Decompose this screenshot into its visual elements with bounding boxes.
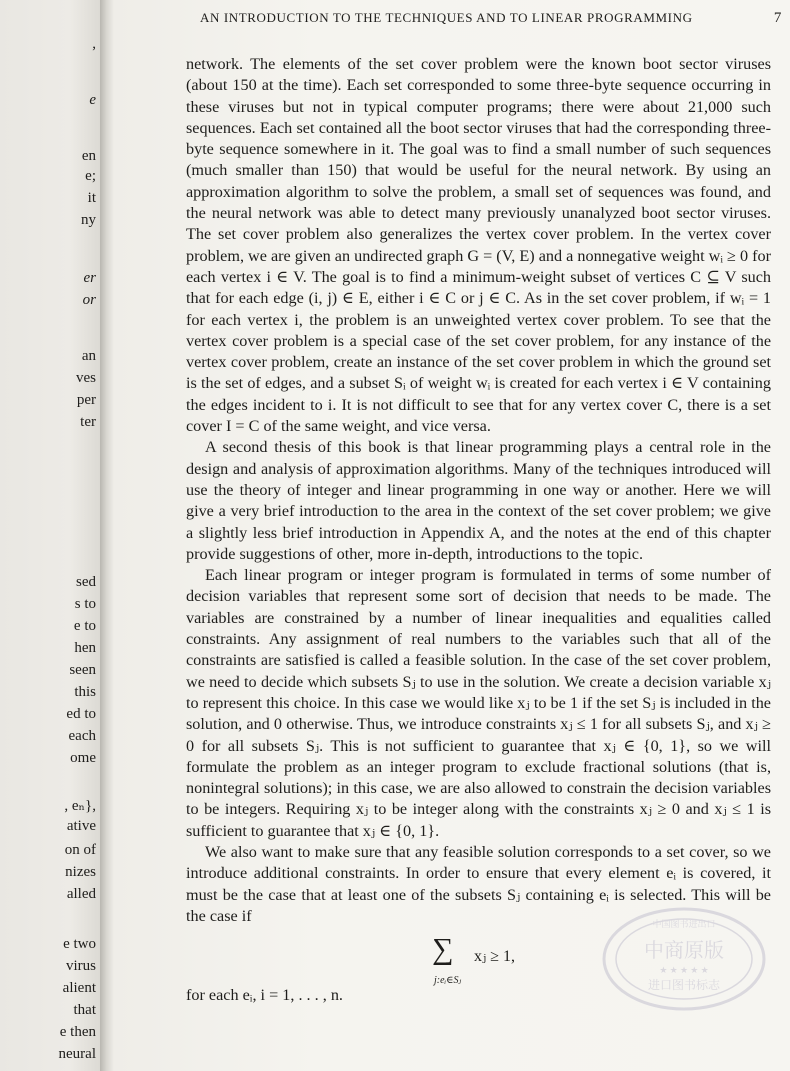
summation-subscript: j:eᵢ∈Sⱼ bbox=[434, 975, 462, 987]
left-page-fragment: er bbox=[83, 270, 96, 286]
body-text bbox=[186, 54, 771, 1006]
left-page-fragment: ter bbox=[80, 414, 96, 430]
left-page-fragment: s to bbox=[74, 596, 96, 612]
book-gutter bbox=[100, 0, 114, 1071]
paragraph-1: network. The elements of the set cover problem were the known boot sector viruses (about 150 at the time). Each set corresponded to some three-byte sequence occurring in these viruses but not in typical computer programs; there were about 21,000 such sequences. Each set contained all the boot sector viruses that had the corresponding three-byte sequence somewhere in it. The goal was to find a small number of such sequences (much smaller than 150) that would be useful for the neural network. By using an approximation algorithm to solve the problem, a small set of sequences was found, and the neural network was able to detect many previously unanalyzed boot sector viruses. The set cover problem also generalizes the vertex cover problem. In the vertex cover problem, we are given an undirected graph G = (V, E) and a nonnegative weight wᵢ ≥ 0 for each vertex i ∈ V. The goal is to find a minimum-weight subset of vertices C ⊆ V such that for each edge (i, j) ∈ E, either i ∈ C or j ∈ C. As in the set cover problem, if wᵢ = 1 for each vertex i, the problem is an unweighted vertex cover problem. To see that the vertex cover problem is a special case of the set cover problem, for any instance of the vertex cover problem, create an instance of the set cover problem in which the ground set is the set of edges, and a subset Sᵢ of weight wᵢ is created for each vertex i ∈ V containing the edges incident to i. It is not difficult to see that for any vertex cover C, there is a set cover I = C of the same weight, and vice versa. bbox=[186, 55, 771, 436]
running-head-title: AN INTRODUCTION TO THE TECHNIQUES AND TO LINEAR PROGRAMMING bbox=[200, 10, 693, 25]
left-page-fragment: sed bbox=[76, 574, 96, 590]
left-page-fragment: seen bbox=[69, 662, 96, 678]
left-page-fragment: ative bbox=[66, 818, 96, 834]
left-page-fragment: e to bbox=[73, 618, 96, 634]
left-page-fragment: en bbox=[81, 148, 96, 164]
stamp-top-text: 中国图书进出口 bbox=[652, 919, 716, 929]
left-page-fragment: e; bbox=[85, 168, 96, 184]
left-page-fragment: each bbox=[68, 728, 96, 744]
paragraph-4: We also want to make sure that any feasible solution corresponds to a set cover, so we introduce additional constraints. In order to ensure that every element eᵢ is covered, it must be the case that at least one of the subsets Sⱼ containing eᵢ is selected. This will be the case if bbox=[186, 842, 771, 925]
left-page-fragment: per bbox=[76, 392, 96, 408]
import-stamp-watermark bbox=[600, 905, 768, 1013]
left-page-fragment: ed to bbox=[66, 706, 96, 722]
stamp-icon bbox=[600, 905, 768, 1013]
summation-symbol: ∑ bbox=[432, 932, 454, 966]
left-page-fragment: an bbox=[81, 348, 96, 364]
left-page-fragment: ny bbox=[81, 212, 96, 228]
paragraph-2: A second thesis of this book is that linear programming plays a central role in the design and analysis of approximation algorithms. Many of the techniques introduced will use the theory of integer and linear programming in one way or another. Here we will give a very brief introduction to the area in the context of the set cover problem; we give a slightly less brief introduction in Appendix A, and the notes at the end of this chapter provide suggestions of other, more in-depth, introductions to the topic. bbox=[186, 438, 771, 563]
left-page-fragment: e two bbox=[63, 936, 96, 952]
left-page-fragment: e bbox=[89, 92, 96, 108]
page-number: 7 bbox=[773, 10, 782, 26]
paragraph-3: Each linear program or integer program is formulated in terms of some number of decision variables that represent some sort of decision that needs to be made. The variables are constrained by a number of linear inequalities and equalities called constraints. Any assignment of real numbers to the variables such that all of the constraints are satisfied is called a feasible solution. In the case of the set cover problem, we need to decide which subsets Sⱼ to use in the solution. We create a decision variable xⱼ to represent this choice. In this case we would like xⱼ to be 1 if the set Sⱼ is included in the solution, and 0 otherwise. Thus, we introduce constraints xⱼ ≤ 1 for all subsets Sⱼ, and xⱼ ≥ 0 for all subsets Sⱼ. This is not sufficient to guarantee that xⱼ ∈ {0, 1}, so we will formulate the problem as an integer program to exclude fractional solutions (that is, nonintegral solutions); in this case, we are also allowed to constrain the decision variables to be integers. Requiring xⱼ to be integer along with the constraints xⱼ ≥ 0 and xⱼ ≤ 1 is sufficient to guarantee that xⱼ ∈ {0, 1}. bbox=[186, 566, 771, 840]
equation-body: xⱼ ≥ 1, bbox=[474, 948, 516, 966]
left-page-fragment: this bbox=[74, 684, 96, 700]
stamp-main-text: 中商原版 bbox=[644, 940, 724, 962]
left-page-fragment: alled bbox=[66, 886, 96, 902]
left-page-fragment: e then bbox=[59, 1024, 96, 1040]
left-page-fragment: , bbox=[92, 36, 96, 52]
left-page-fragment: neural bbox=[58, 1046, 96, 1062]
left-page-fragment: ome bbox=[70, 750, 96, 766]
left-page-fragment: or bbox=[82, 292, 96, 308]
left-page-fragment: on of bbox=[64, 842, 96, 858]
left-page-fragment: it bbox=[87, 190, 96, 206]
stamp-sub-text: 进口图书标志 bbox=[647, 978, 721, 992]
left-page-fragment: ves bbox=[76, 370, 96, 386]
left-page-fragment: , eₙ}, bbox=[64, 798, 96, 814]
stamp-stars: ★ ★ ★ ★ ★ bbox=[659, 965, 709, 975]
left-page-fragment: alient bbox=[62, 980, 96, 996]
left-page-fragment: hen bbox=[74, 640, 96, 656]
left-page-fragment: that bbox=[73, 1002, 96, 1018]
left-page-edge bbox=[0, 0, 100, 1071]
left-page-fragment: nizes bbox=[65, 864, 96, 880]
equation-followup: for each eᵢ, i = 1, . . . , n. bbox=[186, 986, 343, 1005]
left-page-fragment: virus bbox=[66, 958, 96, 974]
